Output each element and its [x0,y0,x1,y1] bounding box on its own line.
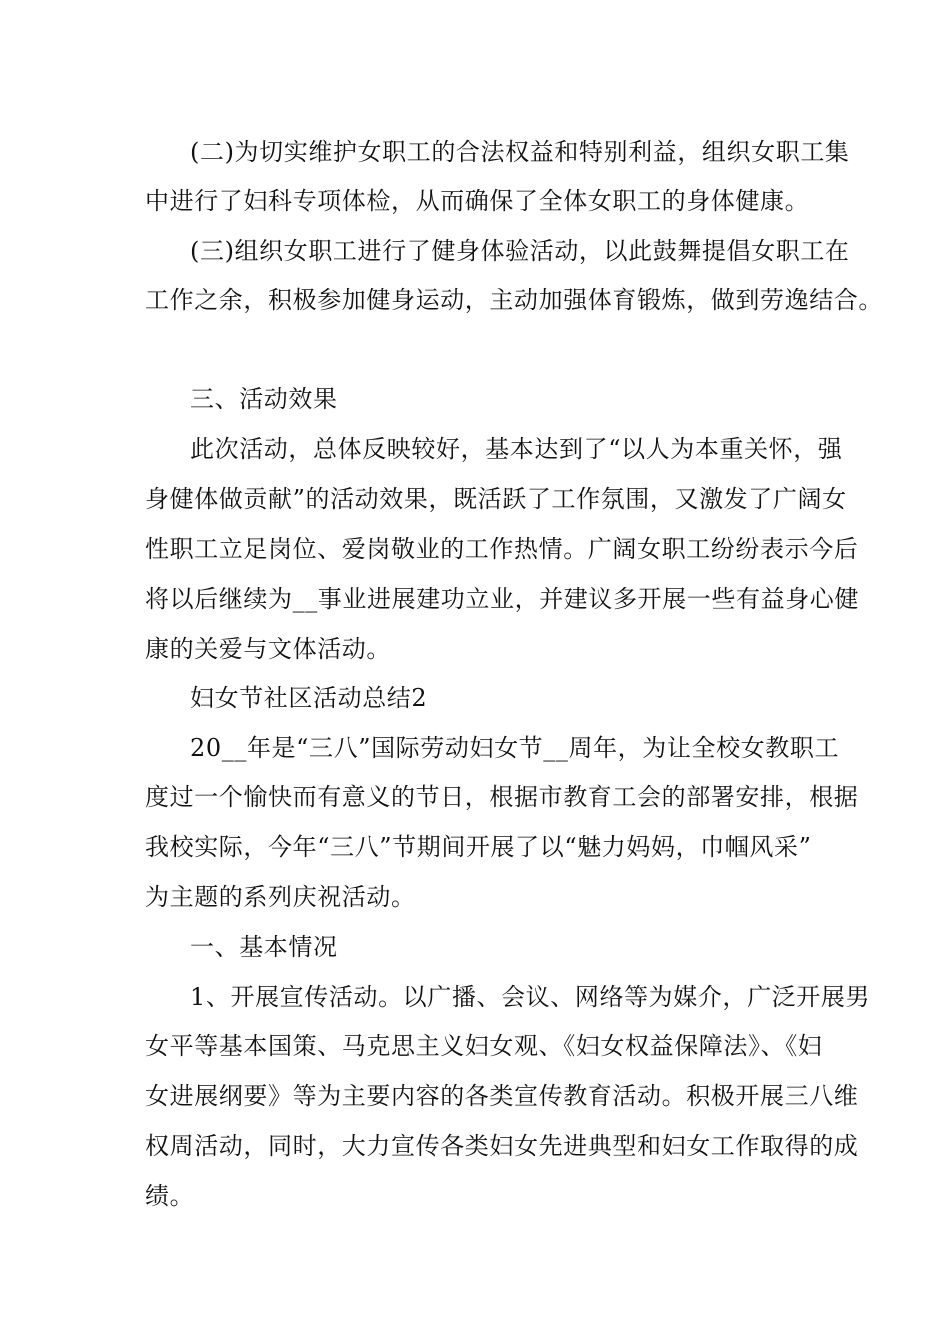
section-heading: 三、活动效果 [190,385,338,413]
paragraph-line: (二)为切实维护女职工的合法权益和特别利益，组织女职工集 [190,138,850,166]
paragraph-line: 绩。 [145,1182,195,1210]
paragraph-line: 将以后继续为__事业进展建功立业，并建议多开展一些有益身心健 [145,585,859,613]
paragraph-line: 康的关爱与文体活动。 [145,635,391,663]
paragraph-line: 1、开展宣传活动。以广播、会议、网络等为媒介，广泛开展男 [190,983,871,1011]
paragraph-line: 身健体做贡献”的活动效果，既活跃了工作氛围，又激发了广阔女 [145,485,847,513]
paragraph-line: 此次活动，总体反映较好，基本达到了“以人为本重关怀，强 [190,435,843,463]
section-heading: 一、基本情况 [190,933,338,961]
article-title: 妇女节社区活动总结2 [190,684,428,712]
paragraph-line: (三)组织女职工进行了健身体验活动，以此鼓舞提倡女职工在 [190,237,850,265]
paragraph-line: 性职工立足岗位、爱岗敬业的工作热情。广阔女职工纷纷表示今后 [145,535,859,563]
paragraph-line: 我校实际，今年“三八”节期间开展了以“魅力妈妈，巾帼风采” [145,833,812,861]
paragraph-line: 20__年是“三八”国际劳动妇女节__周年，为让全校女教职工 [190,734,840,762]
paragraph-line: 度过一个愉快而有意义的节日，根据市教育工会的部署安排，根据 [145,783,859,811]
paragraph-line: 为主题的系列庆祝活动。 [145,883,416,911]
paragraph-line: 女进展纲要》等为主要内容的各类宣传教育活动。积极开展三八维 [145,1082,859,1110]
paragraph-line: 中进行了妇科专项体检，从而确保了全体女职工的身体健康。 [145,187,810,215]
paragraph-line: 工作之余，积极参加健身运动，主动加强体育锻炼，做到劳逸结合。 [145,286,883,314]
paragraph-line: 女平等基本国策、马克思主义妇女观、《妇女权益保障法》、《妇 [145,1032,823,1060]
paragraph-line: 权周活动，同时，大力宣传各类妇女先进典型和妇女工作取得的成 [145,1132,859,1160]
